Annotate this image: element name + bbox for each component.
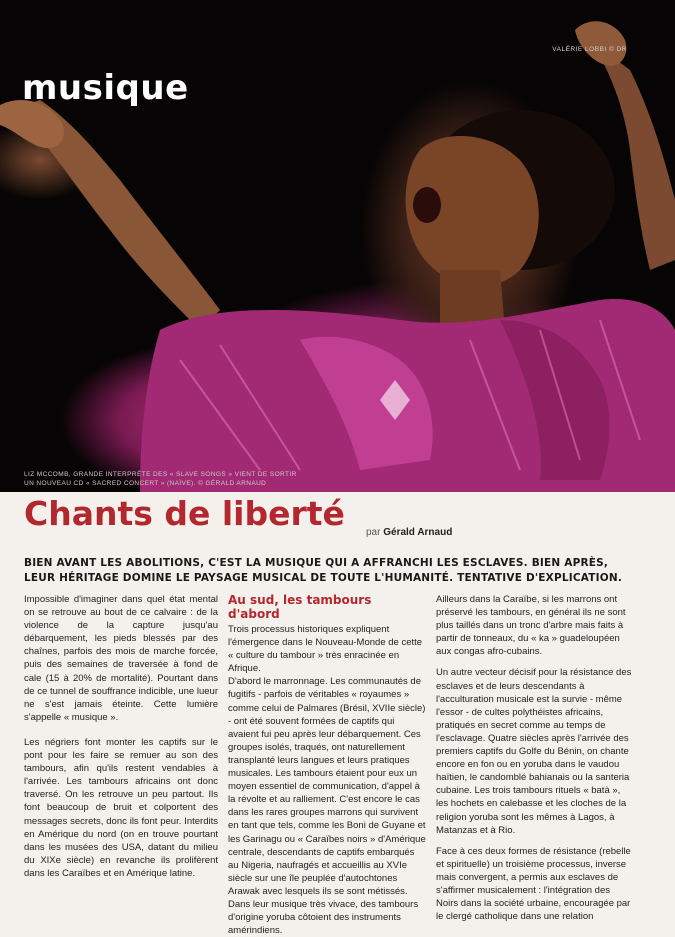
photo-caption [24, 470, 297, 488]
paragraph: Ailleurs dans la Caraïbe, si les marrons ont préservé les tambours, en général ils ne sont plus taillés dans un tronc d'arbre mais faits à partir de tonneaux, du « ka » guadeloupéen aux congas afro-cubains. [436, 594, 626, 658]
paragraph: Trois processus historiques expliquent l'émergence dans le Nouveau-Monde de cette « culture du tambour » très enracinée en Afrique. [228, 624, 423, 675]
paragraph: Un autre vecteur décisif pour la résistance des esclaves et de leurs descendants à l'acculturation musicale est la survie - même l'essor - de cultes polythéistes africains, pratiqués en secret comme au temps de l'esclavage. Quatre siècles après l'arrivée des premiers captifs du Golfe du Bénin, on chante encore en fon ou en yoruba dans le vaudou haïtien, le candomblé bahianais ou la santeria cubaine. Les trois tambours rituels « batà », les hochets en calebasse et les cloches de la religion yoruba sont les mêmes à Lagos, à Matanzas et à Rio. [436, 667, 632, 836]
author-name: Gérald Arnaud [383, 527, 453, 538]
byline-prefix: par [366, 527, 381, 538]
column-2 [228, 593, 426, 937]
column-3 [436, 593, 632, 931]
caption-line-1: LIZ MCCOMB, GRANDE INTERPRÈTE DES « SLAVE SONGS » VIENT DE SORTIR [24, 471, 297, 478]
byline [366, 527, 452, 538]
paragraph: Les négriers font monter les captifs sur le pont pour les faire se remuer au son des tambours, afin qu'ils restent vendables à l'arrivée. Les tambours africains ont donc traversé. On les retrouve un peu partout. Ils font beaucoup de bruit et colportent des messages secrets, donc ils font peur. Interdits en Amérique du nord (on en trouve pourtant dans les musées des USA, datant du milieu du XIXe siècle) en revanche ils prolifèrent dans les Caraïbes et en Amérique latine. [24, 736, 218, 879]
section-subhead: Au sud, les tambours d'abord [228, 593, 372, 621]
paragraph: D'abord le marronnage. Les communautés de fugitifs - parfois de véritables « royaumes » comme celui de Palmares (Brésil, XVIIe siècle) - ont été souvent formées de captifs qui avaient fui peu après leur débarquement. Ces groupes isolés, traqués, ont naturellement transplanté leurs langues et leurs pratiques musicales. Les tambours étaient pour eux un moyen essentiel de communication, d'appel à la révolte et au ralliement. C'est encore le cas dans les rares groupes marrons qui survivent en tant que tels, comme les Boni de Guyane et les Garinagu ou « Caraïbes noirs » d'Amérique centrale, descendants de captifs embarqués au Nigeria, naufragés et accueillis au XVIe siècle sur une île peuplée d'autochtones Arawak avec lesquels ils se sont métissés. Dans leur musique très vivace, des tambours d'origine yoruba côtoient des instruments amérindiens. [228, 676, 426, 937]
section-label: musique [22, 68, 189, 108]
paragraph: Face à ces deux formes de résistance (rebelle et spirituelle) un troisième processus, inverse mais convergent, a permis aux esclaves de s'affirmer musicalement : l'intégration des Noirs dans la société urbaine, encouragée par le clergé catholique dans une relation [436, 845, 631, 923]
caption-line-2: UN NOUVEAU CD « SACRED CONCERT » (NAÏVE). © GÉRALD ARNAUD [24, 480, 267, 487]
column-1 [24, 593, 218, 892]
article-title: Chants de liberté [24, 494, 345, 533]
photo-credit: VALÉRIE LOBBI © DR [552, 46, 627, 53]
paragraph: Impossible d'imaginer dans quel état mental on se retrouve au bout de ce calvaire : de la violence de la capture jusqu'au débarquement, les pieds blessés par des chaînes, parfois des mois de marche forcée, puis des semaines de traversée à fond de cale (15 à 20% de mortalité). Pourtant dans de ce tunnel de souffrance indicible, une lueur ne s'est jamais éteinte. Cette lumière s'appelle « musique ». [24, 594, 218, 723]
article-lead: BIEN AVANT LES ABOLITIONS, C'EST LA MUSIQUE QUI A AFFRANCHI LES ESCLAVES. BIEN APRÈS, LEUR HÉRITAGE DOMINE LE PAYSAGE MUSICAL DE TOUTE L'HUMANITÉ. TENTATIVE D'EXPLICATION. [24, 557, 623, 584]
